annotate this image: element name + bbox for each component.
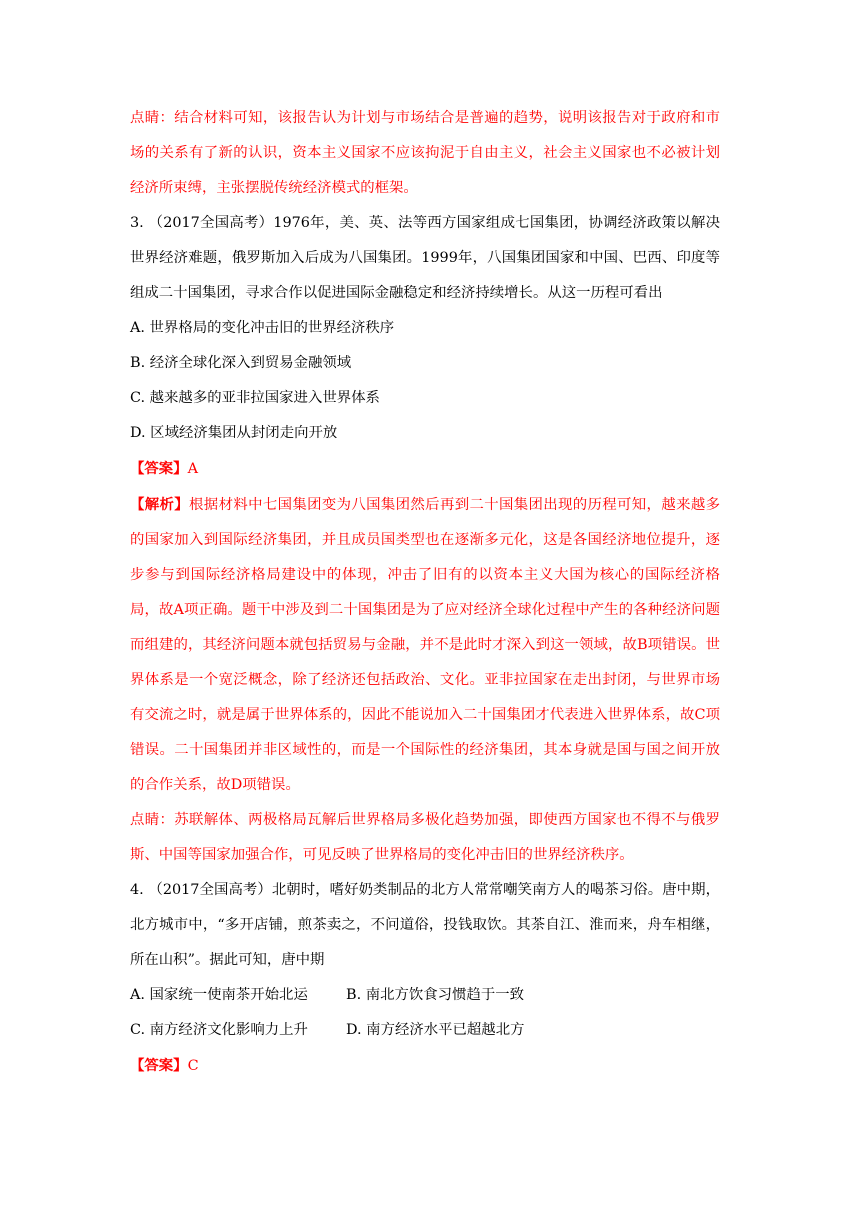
dianjing-label: 点睛： <box>130 110 175 126</box>
question-3-dianjing <box>130 803 720 873</box>
question-3-answer <box>130 451 720 487</box>
question-4-answer <box>130 1048 720 1084</box>
dianjing-paragraph-1 <box>130 101 720 206</box>
dianjing-text: 结合材料可知，该报告认为计划与市场结合是普遍的趋势，说明该报告对于政府和市场的关系有了新的认识，资本主义国家不应该拘泥于自由主义，社会主义国家也不必被计划经济所束缚，主张摆脱传统经济模式的框架。 <box>130 110 720 196</box>
question-4-options-row-1 <box>130 978 720 1013</box>
question-3-option-d: D. 区域经济集团从封闭走向开放 <box>130 425 338 441</box>
question-4-option-b: B. 南北方饮食习惯趋于一致 <box>346 987 525 1003</box>
answer-value: C <box>187 1058 199 1074</box>
question-3-option-b: B. 经济全球化深入到贸易金融领域 <box>130 355 352 371</box>
question-4-option-d: D. 南方经济水平已超越北方 <box>346 1022 525 1038</box>
question-3-option-a: A. 世界格局的变化冲击旧的世界经济秩序 <box>130 320 395 336</box>
question-4-option-a: A. 国家统一使南茶开始北运 <box>130 987 308 1003</box>
question-4-option-c: C. 南方经济文化影响力上升 <box>130 1022 308 1038</box>
answer-value: A <box>187 461 198 477</box>
question-4-options-row-2 <box>130 1013 720 1048</box>
analysis-text: 根据材料中七国集团变为八国集团然后再到二十国集团出现的历程可知，越来越多的国家加入到国际经济集团，并且成员国类型也在逐渐多元化，这是各国经济地位提升，逐步参与到国际经济格局建设中的体现，冲击了旧有的以资本主义大国为核心的国际经济格局，故A项正确。题干中涉及到二十国集团是为了应对经济全球化过程中产生的各种经济问题而组建的，其经济问题本就包括贸易与金融，并不是此时才深入到这一领域，故B项错误。世界体系是一个宽泛概念，除了经济还包括政治、文化。亚非拉国家在走出封闭，与世界市场有交流之时，就是属于世界体系的，因此不能说加入二十国集团才代表进入世界体系，故C项错误。二十国集团并非区域性的，而是一个国际性的经济集团，其本身就是国与国之间开放的合作关系，故D项错误。 <box>130 497 720 793</box>
dianjing-label: 点睛： <box>130 812 175 828</box>
analysis-label: 【解析】 <box>130 496 190 513</box>
question-3-stem: 3. （2017全国高考）1976年，美、英、法等西方国家组成七国集团，协调经济政策以解决世界经济难题，俄罗斯加入后成为八国集团。1999年，八国集团国家和中国、巴西、印度等组成二十国集团，寻求合作以促进国际金融稳定和经济持续增长。从这一历程可看出 <box>130 215 720 301</box>
document-content <box>130 101 720 1084</box>
answer-label: 【答案】 <box>130 460 188 477</box>
question-3-analysis <box>130 487 720 803</box>
dianjing-text: 苏联解体、两极格局瓦解后世界格局多极化趋势加强，即使西方国家也不得不与俄罗斯、中国等国家加强合作，可见反映了世界格局的变化冲击旧的世界经济秩序。 <box>130 812 720 863</box>
question-4-stem: 4. （2017全国高考）北朝时，嗜好奶类制品的北方人常常嘲笑南方人的喝茶习俗。唐中期，北方城市中，“多开店铺，煎茶卖之，不问道俗，投钱取饮。其茶自江、淮而来，舟车相继，所在山积”。据此可知，唐中期 <box>130 882 720 968</box>
question-3-option-c: C. 越来越多的亚非拉国家进入世界体系 <box>130 390 380 406</box>
answer-label: 【答案】 <box>130 1057 188 1074</box>
